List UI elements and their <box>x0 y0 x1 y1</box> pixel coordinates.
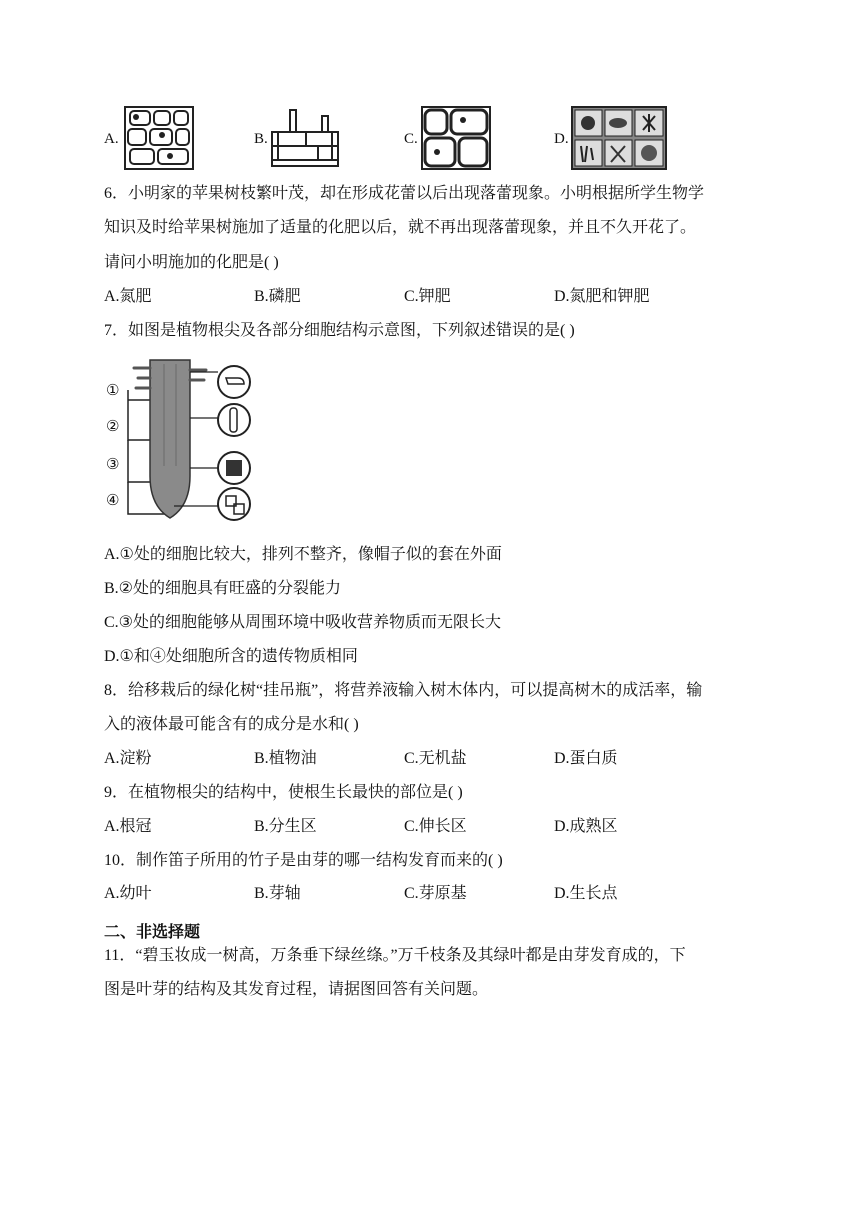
q9-option-d[interactable]: D.成熟区 <box>554 818 618 835</box>
q9-option-b[interactable]: B.分生区 <box>254 818 317 835</box>
cell-image-c <box>421 106 491 170</box>
cell-image-a <box>124 106 194 170</box>
root-tip-diagram <box>124 356 264 522</box>
q7-option-d[interactable]: D.①和④处细胞所含的遗传物质相同 <box>104 648 358 665</box>
q11-line-2: 图是叶芽的结构及其发育过程，请据图回答有关问题。 <box>104 981 489 998</box>
figure-label-3: ③ <box>106 455 120 473</box>
q5-option-a-label: A. <box>104 131 119 147</box>
figure-label-4: ④ <box>106 491 120 509</box>
q6-line-1: 6．小明家的苹果树枝繁叶茂，却在形成花蕾以后出现落蕾现象。小明根据所学生物学 <box>104 185 705 202</box>
q6-line-2: 知识及时给苹果树施加了适量的化肥以后，就不再出现落蕾现象，并且不久开花了。 <box>104 219 697 236</box>
q8-option-b[interactable]: B.植物油 <box>254 750 317 767</box>
q6-option-b[interactable]: B.磷肥 <box>254 288 301 305</box>
figure-label-2: ② <box>106 417 120 435</box>
section-heading: 二、非选择题 <box>104 924 201 941</box>
q5-option-d-label: D. <box>554 131 569 147</box>
q9-option-a[interactable]: A.根冠 <box>104 818 152 835</box>
cell-image-b <box>270 106 340 170</box>
q6-option-c[interactable]: C.钾肥 <box>404 288 451 305</box>
q6-option-a[interactable]: A.氮肥 <box>104 288 152 305</box>
q10-stem: 10．制作笛子所用的竹子是由芽的哪一结构发育而来的( ) <box>104 852 503 869</box>
q8-option-a[interactable]: A.淀粉 <box>104 750 152 767</box>
q5-option-b-label: B. <box>254 131 268 147</box>
cell-image-d <box>571 106 667 170</box>
q9-stem: 9．在植物根尖的结构中，使根生长最快的部位是( ) <box>104 784 463 801</box>
q7-stem: 7．如图是植物根尖及各部分细胞结构示意图，下列叙述错误的是( ) <box>104 322 575 339</box>
q11-line-1: 11．“碧玉妆成一树高，万条垂下绿丝绦。”万千枝条及其绿叶都是由芽发育成的，下 <box>104 947 686 964</box>
q7-option-a[interactable]: A.①处的细胞比较大，排列不整齐，像帽子似的套在外面 <box>104 546 502 563</box>
q8-option-c[interactable]: C.无机盐 <box>404 750 467 767</box>
q8-option-d[interactable]: D.蛋白质 <box>554 750 618 767</box>
q6-line-3: 请问小明施加的化肥是( ) <box>104 254 279 271</box>
q10-option-a[interactable]: A.幼叶 <box>104 885 152 902</box>
q7-option-b[interactable]: B.②处的细胞具有旺盛的分裂能力 <box>104 580 342 597</box>
q8-line-1: 8．给移栽后的绿化树“挂吊瓶”，将营养液输入树木体内，可以提高树木的成活率，输 <box>104 682 703 699</box>
figure-label-1: ① <box>106 381 120 399</box>
q5-option-c-label: C. <box>404 131 418 147</box>
q8-line-2: 入的液体最可能含有的成分是水和( ) <box>104 716 359 733</box>
q10-option-d[interactable]: D.生长点 <box>554 885 618 902</box>
q9-option-c[interactable]: C.伸长区 <box>404 818 467 835</box>
q6-option-d[interactable]: D.氮肥和钾肥 <box>554 288 650 305</box>
q10-option-c[interactable]: C.芽原基 <box>404 885 467 902</box>
q7-option-c[interactable]: C.③处的细胞能够从周围环境中吸收营养物质而无限长大 <box>104 614 502 631</box>
q10-option-b[interactable]: B.芽轴 <box>254 885 301 902</box>
